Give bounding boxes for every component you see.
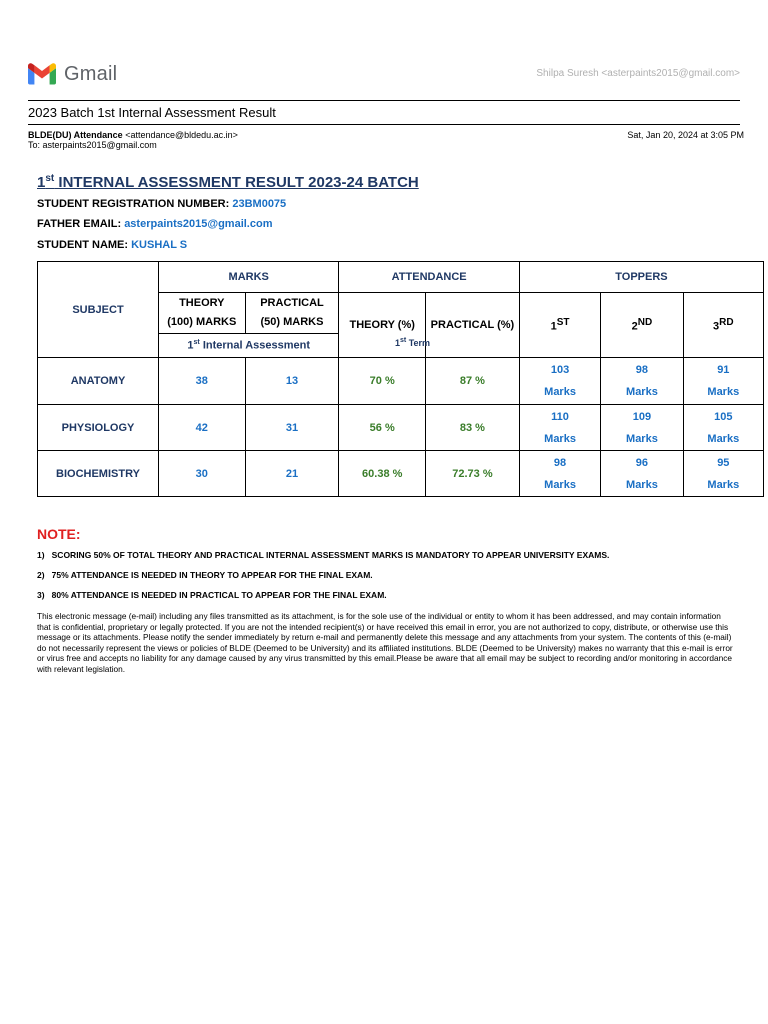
student-name-value: KUSHAL S [131, 239, 188, 251]
email-date: Sat, Jan 20, 2024 at 3:05 PM [627, 130, 744, 140]
theory-marks-cell: 42 [159, 405, 246, 451]
sender-address: <attendance@bldedu.ac.in> [125, 130, 238, 140]
table-row [38, 451, 764, 497]
toppers-header: TOPPERS [519, 262, 763, 293]
topper-3-cell: 105 Marks [683, 405, 763, 451]
theory-marks-cell: 38 [159, 358, 246, 405]
ia-subheader: 1st Internal Assessment [159, 334, 339, 358]
account-label: Shilpa Suresh <asterpaints2015@gmail.com> [536, 68, 740, 79]
note-item: 3) 80% ATTENDANCE IS NEEDED IN PRACTICAL TO APPEAR FOR THE FINAL EXAM. [37, 590, 387, 600]
disclaimer-text: This electronic message (e-mail) including any files transmitted as its attachment, is for the sole use of the individual or entity to whom it has been addressed, and may contain information that is confidential, proprietary or legally protected. If you are not the intended recipient(s) or have received this email in error, you are not authorized to copy, distribute, or otherwise use this message or its attachments. Please notify the sender immediately by return e-mail and permanently delete this message and any attachments from your system. The contents of this (e-mail) do not necessarily represent the views or policies of BLDE (Deemed to be University) and its affiliated institutions. BLDE (Deemed to be University) makes no warranty that this e-mail is error or virus free and accepts no liability for any damage caused by any virus transmitted by this email.Please be aware that all email may be subject to recording and/or monitoring in accordance with relevant legislation. [37, 611, 733, 674]
practical-pct-cell: 72.73 % [426, 451, 520, 497]
topper-2-cell: 98 Marks [601, 358, 683, 405]
theory-marks-header: THEORY (100) MARKS [159, 293, 246, 334]
attendance-header: ATTENDANCE [339, 262, 519, 293]
gmail-wordmark: Gmail [64, 63, 118, 85]
practical-pct-header: PRACTICAL (%) [426, 293, 520, 358]
registration-value: 23BM0075 [232, 198, 287, 210]
theory-pct-cell: 70 % [339, 358, 426, 405]
practical-marks-header: PRACTICAL (50) MARKS [245, 293, 339, 334]
theory-marks-cell: 30 [159, 451, 246, 497]
practical-marks-cell: 13 [245, 358, 339, 405]
note-item: 2) 75% ATTENDANCE IS NEEDED IN THEORY TO APPEAR FOR THE FINAL EXAM. [37, 570, 373, 580]
subject-divider [28, 124, 740, 125]
topper-3-cell: 91 Marks [683, 358, 763, 405]
theory-pct-header: THEORY (%) [339, 293, 426, 358]
father-email: FATHER EMAIL: asterpaints2015@gmail.com [37, 218, 273, 230]
gmail-logo-icon [28, 62, 56, 86]
subject-header: SUBJECT [38, 262, 159, 358]
topper-1-cell: 110 Marks [519, 405, 600, 451]
topper-1-cell: 98 Marks [519, 451, 600, 497]
theory-pct-cell: 56 % [339, 405, 426, 451]
email-from [28, 130, 238, 140]
topper-1-cell: 103 Marks [519, 358, 600, 405]
topper-3-header: 3RD [683, 293, 763, 358]
subject-cell: PHYSIOLOGY [38, 405, 159, 451]
report-title: 1st INTERNAL ASSESSMENT RESULT 2023-24 BATCH [37, 173, 419, 191]
term-subheader: 1st Term [394, 337, 431, 348]
subject-cell: BIOCHEMISTRY [38, 451, 159, 497]
practical-marks-cell: 31 [245, 405, 339, 451]
table-row [38, 405, 764, 451]
gmail-header [28, 60, 740, 90]
practical-pct-cell: 87 % [426, 358, 520, 405]
student-name: STUDENT NAME: KUSHAL S [37, 239, 188, 251]
practical-pct-cell: 83 % [426, 405, 520, 451]
topper-2-cell: 96 Marks [601, 451, 683, 497]
father-email-value: asterpaints2015@gmail.com [124, 218, 273, 230]
practical-marks-cell: 21 [245, 451, 339, 497]
theory-pct-cell: 60.38 % [339, 451, 426, 497]
email-subject: 2023 Batch 1st Internal Assessment Result [28, 105, 276, 120]
topper-2-header: 2ND [601, 293, 683, 358]
result-table [37, 261, 764, 497]
subject-cell: ANATOMY [38, 358, 159, 405]
marks-header: MARKS [159, 262, 339, 293]
topper-1-header: 1ST [519, 293, 600, 358]
table-row [38, 358, 764, 405]
email-to: To: asterpaints2015@gmail.com [28, 140, 157, 150]
note-heading: NOTE: [37, 526, 81, 542]
topper-3-cell: 95 Marks [683, 451, 763, 497]
note-item: 1) SCORING 50% OF TOTAL THEORY AND PRACTICAL INTERNAL ASSESSMENT MARKS IS MANDATORY TO APPEAR UNIVERSITY EXAMS. [37, 550, 610, 560]
sender-name: BLDE(DU) Attendance [28, 130, 123, 140]
header-divider [28, 100, 740, 101]
registration-number: STUDENT REGISTRATION NUMBER: 23BM0075 [37, 198, 287, 210]
topper-2-cell: 109 Marks [601, 405, 683, 451]
